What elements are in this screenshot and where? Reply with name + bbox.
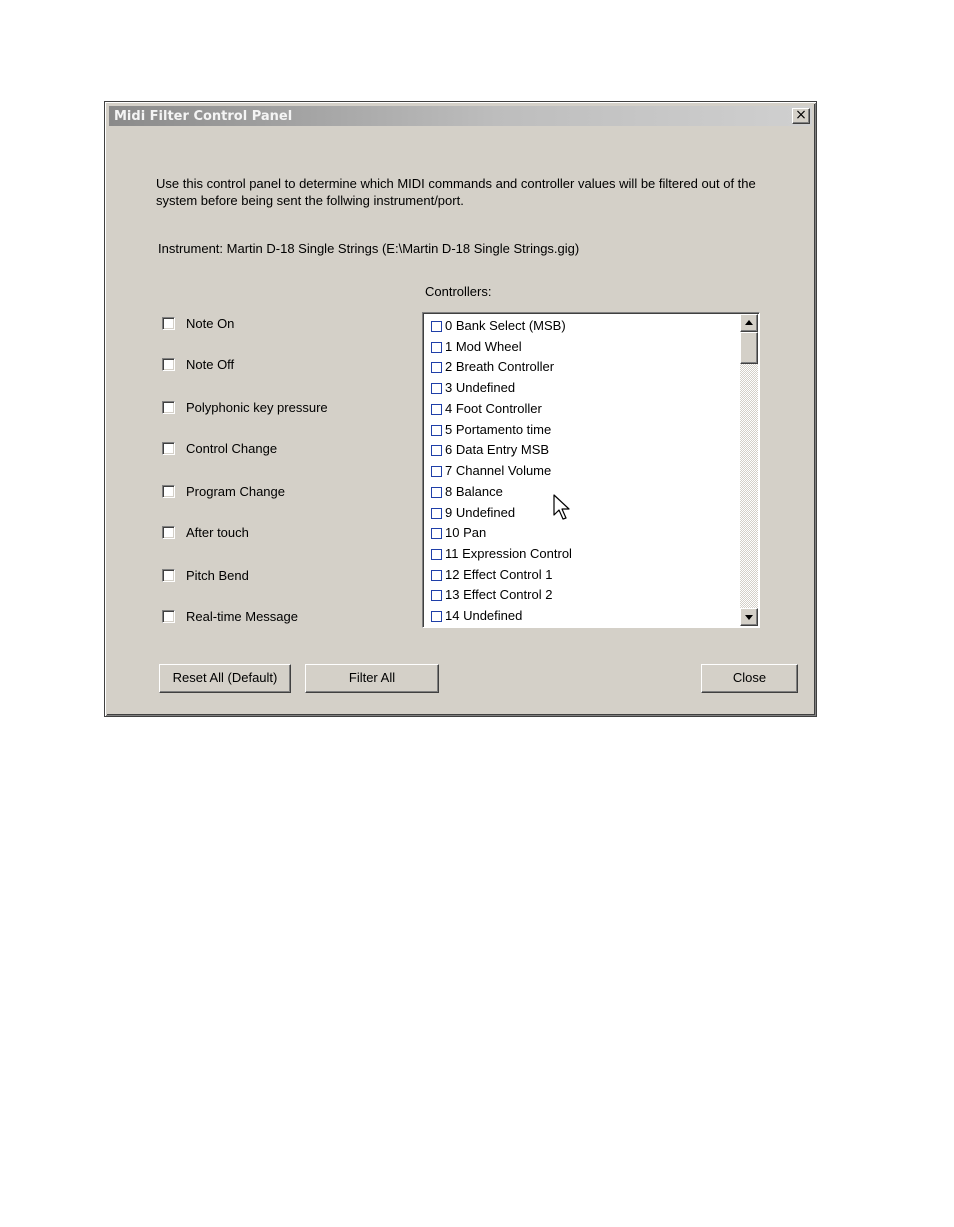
controller-label: 4 Foot Controller (445, 401, 542, 416)
controller-label: 14 Undefined (445, 608, 523, 623)
controller-label: 9 Undefined (445, 505, 516, 520)
close-button[interactable]: Close (701, 664, 798, 693)
window-title: Midi Filter Control Panel (114, 109, 293, 124)
controller-checkbox[interactable] (431, 404, 442, 415)
checkbox-box[interactable] (162, 317, 175, 330)
checkbox-label: Polyphonic key pressure (186, 400, 328, 415)
vertical-scrollbar[interactable] (740, 314, 758, 626)
controller-label: 8 Balance (445, 484, 503, 499)
controller-label: 3 Undefined (445, 380, 516, 395)
controller-checkbox[interactable] (431, 549, 442, 560)
checkbox-label: Program Change (186, 484, 285, 499)
controller-label: 2 Breath Controller (445, 359, 555, 374)
controller-label: 7 Channel Volume (445, 463, 552, 478)
checkbox-box[interactable] (162, 569, 175, 582)
checkbox-label: Real-time Message (186, 609, 298, 624)
controller-label: 1 Mod Wheel (445, 339, 522, 354)
controllers-label: Controllers: (425, 284, 492, 299)
controller-checkbox[interactable] (431, 383, 442, 394)
controllers-listbox[interactable] (422, 312, 760, 628)
scroll-up-button[interactable] (740, 314, 758, 332)
checkbox-box[interactable] (162, 526, 175, 539)
filter-all-button[interactable]: Filter All (305, 664, 439, 693)
instrument-label: Instrument: Martin D-18 Single Strings (E:\Martin D-18 Single Strings.gig) (158, 241, 580, 256)
checkbox-box[interactable] (162, 485, 175, 498)
scroll-down-button[interactable] (740, 608, 758, 626)
arrow-up-icon (745, 320, 753, 325)
controller-label: 5 Portamento time (445, 422, 552, 437)
checkbox-box[interactable] (162, 401, 175, 414)
scroll-thumb[interactable] (740, 332, 758, 364)
controller-checkbox[interactable] (431, 362, 442, 373)
controller-checkbox[interactable] (431, 342, 442, 353)
controller-label: 10 Pan (445, 525, 487, 540)
controller-checkbox[interactable] (431, 445, 442, 456)
controller-label: 6 Data Entry MSB (445, 442, 550, 457)
controller-label: 0 Bank Select (MSB) (445, 318, 566, 333)
window-close-button[interactable]: × (792, 108, 810, 124)
controller-checkbox[interactable] (431, 466, 442, 477)
checkbox-label: Note On (186, 316, 235, 331)
controller-checkbox[interactable] (431, 487, 442, 498)
description-text: Use this control panel to determine which MIDI commands and controller values will be filtered out of the system before being sent the follwing instrument/port. (156, 176, 756, 208)
checkbox-label: Control Change (186, 441, 278, 456)
controller-checkbox[interactable] (431, 528, 442, 539)
controller-checkbox[interactable] (431, 570, 442, 581)
checkbox-label: Note Off (186, 357, 235, 372)
checkbox-label: After touch (186, 525, 249, 540)
checkbox-box[interactable] (162, 610, 175, 623)
midi-filter-dialog (104, 101, 817, 717)
controller-checkbox[interactable] (431, 611, 442, 622)
controller-checkbox[interactable] (431, 508, 442, 519)
checkbox-box[interactable] (162, 358, 175, 371)
checkbox-box[interactable] (162, 442, 175, 455)
mouse-cursor-icon (553, 494, 571, 522)
controller-checkbox[interactable] (431, 590, 442, 601)
checkbox-label: Pitch Bend (186, 568, 249, 583)
controller-checkbox[interactable] (431, 425, 442, 436)
controller-checkbox[interactable] (431, 321, 442, 332)
reset-all-button[interactable]: Reset All (Default) (159, 664, 291, 693)
controller-label: 12 Effect Control 1 (445, 567, 553, 582)
title-bar[interactable] (109, 106, 812, 126)
controller-label: 13 Effect Control 2 (445, 587, 553, 602)
arrow-down-icon (745, 615, 753, 620)
controller-label: 11 Expression Control (445, 546, 572, 561)
